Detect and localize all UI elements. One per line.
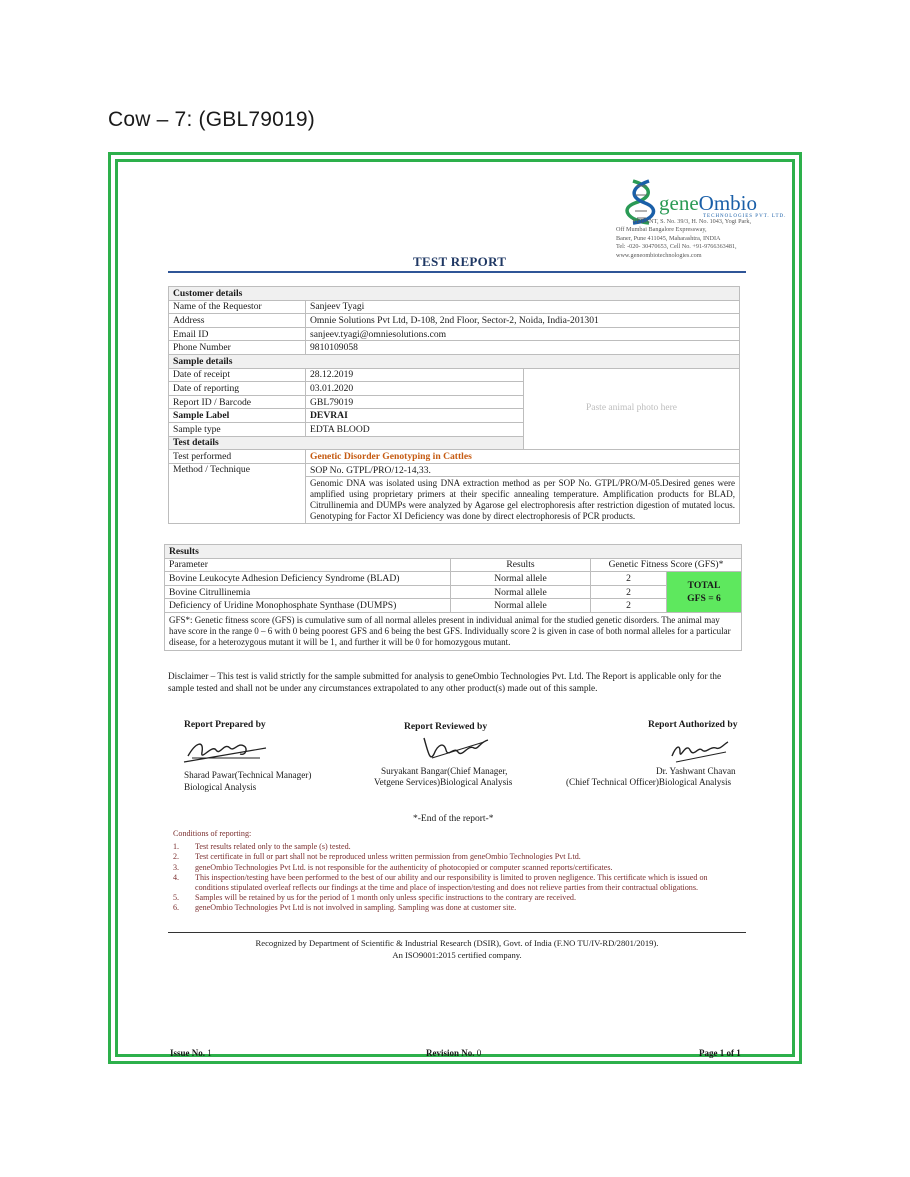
condition-number: 5. bbox=[173, 893, 180, 903]
result-value: Normal allele bbox=[451, 599, 591, 613]
authorized-by-dept: (Chief Technical Officer)Biological Analysis bbox=[566, 777, 732, 787]
reporting-date-value: 03.01.2020 bbox=[306, 382, 524, 396]
iso-line: An ISO9001:2015 certified company. bbox=[392, 950, 522, 960]
reporting-date-label: Date of reporting bbox=[169, 382, 306, 396]
reviewed-by-name: Suryakant Bangar(Chief Manager, bbox=[381, 766, 508, 776]
conditions-of-reporting bbox=[173, 829, 743, 914]
condition-item bbox=[173, 863, 743, 873]
result-parameter: Bovine Leukocyte Adhesion Deficiency Syndrome (BLAD) bbox=[165, 572, 451, 586]
page-number: Page 1 of 1 bbox=[699, 1048, 741, 1058]
address-value: Omnie Solutions Pvt Ltd, D-108, 2nd Floor, Sector-2, Noida, India-201301 bbox=[306, 314, 740, 328]
result-parameter: Bovine Citrullinemia bbox=[165, 585, 451, 599]
requestor-label: Name of the Requestor bbox=[169, 300, 306, 314]
condition-item bbox=[173, 842, 743, 852]
conditions-heading: Conditions of reporting: bbox=[173, 829, 252, 838]
signature-reviewed bbox=[418, 732, 494, 766]
condition-number: 6. bbox=[173, 903, 180, 913]
title-divider bbox=[168, 271, 746, 273]
header-parameter: Parameter bbox=[165, 558, 451, 572]
gfs-footnote: GFS*: Genetic fitness score (GFS) is cumulative sum of all normal alleles present in individual animal for the studied genetic disorders. The animal may have score in the range 0 – 6 with 0 being poorest GFS and 6 being the best GFS. Individually score 2 is given in case of both normal alleles for a particular disease, for a heterozygous mutant it will be 1, and further it will be 0 for homozygous mutant. bbox=[165, 612, 742, 650]
test-section-header: Test details bbox=[169, 436, 524, 450]
method-description: Genomic DNA was isolated using DNA extraction method as per SOP No. GTPL/PRO/M-05.Desired genes were amplified using proprietary primers at their specific annealing temperature. Amplification products for BLAD, Citrullinemia and DUMPs were analyzed by Agarose gel electrophoresis after restriction digestion of mutated locus. Genotyping for Factor XI Deficiency was done by direct electrophoresis of PCR products. bbox=[306, 477, 740, 523]
report-id-label: Report ID / Barcode bbox=[169, 395, 306, 409]
recognition-line: Recognized by Department of Scientific & Industrial Research (DSIR), Govt. of India (F.NO TU/IV-RD/2801/2019). bbox=[255, 938, 659, 948]
disclaimer: Disclaimer – This test is valid strictly for the sample submitted for analysis to geneOmbio Technologies Pvt. Ltd. The Report is applicable only for the sample tested and shall not be under any circumstances extrapolated to any other product(s) made out of this sample. bbox=[168, 671, 722, 693]
address-label: Address bbox=[169, 314, 306, 328]
report-id-value: GBL79019 bbox=[306, 395, 524, 409]
results-section-header: Results bbox=[165, 545, 742, 559]
sample-type-label: Sample type bbox=[169, 422, 306, 436]
document-inner-frame bbox=[115, 159, 795, 1057]
result-score: 2 bbox=[591, 599, 667, 613]
page-heading: Cow – 7: (GBL79019) bbox=[108, 108, 315, 131]
test-performed-value: Genetic Disorder Genotyping in Cattles bbox=[306, 450, 740, 464]
animal-photo-placeholder: Paste animal photo here bbox=[524, 368, 740, 450]
condition-item bbox=[173, 903, 743, 913]
authorized-by-label: Report Authorized by bbox=[648, 719, 738, 730]
logo-name-gene: gene bbox=[659, 191, 699, 215]
method-label: Method / Technique bbox=[169, 463, 306, 523]
email-label: Email ID bbox=[169, 327, 306, 341]
condition-number: 2. bbox=[173, 852, 180, 862]
sample-label-value: DEVRAI bbox=[306, 409, 524, 423]
result-score: 2 bbox=[591, 585, 667, 599]
sample-section-header: Sample details bbox=[169, 354, 740, 368]
condition-text: Test certificate in full or part shall not be reproduced unless written permission from geneOmbio Technologies Pvt Ltd. bbox=[195, 852, 581, 862]
logo-wordmark bbox=[659, 191, 757, 216]
report-title: TEST REPORT bbox=[413, 254, 507, 269]
receipt-date-value: 28.12.2019 bbox=[306, 368, 524, 382]
conditions-list bbox=[173, 842, 743, 913]
address-line: VEDANT, S. No. 39/3, H. No. 1043, Yogi Park, bbox=[632, 218, 751, 225]
recognition-statement bbox=[168, 937, 746, 961]
email-value: sanjeev.tyagi@omniesolutions.com bbox=[306, 327, 740, 341]
details-table bbox=[168, 286, 740, 524]
reviewed-by-label: Report Reviewed by bbox=[404, 721, 488, 732]
address-line: Tel: -020- 30470653, Cell No. +91-9766363481, bbox=[616, 243, 737, 251]
condition-text: geneOmbio Technologies Pvt Ltd. is not responsible for the authenticity of photocopied or computer scanned reports/certificates. bbox=[195, 862, 613, 872]
total-value: GFS = 6 bbox=[687, 593, 721, 605]
address-line: Off Mumbai Bangalore Expressway, bbox=[616, 226, 707, 234]
result-parameter: Deficiency of Uridine Monophosphate Synthase (DUMPS) bbox=[165, 599, 451, 613]
result-value: Normal allele bbox=[451, 585, 591, 599]
condition-text: Samples will be retained by us for the period of 1 month only unless specific instructions to the contrary are received. bbox=[195, 893, 576, 903]
signature-authorized bbox=[668, 736, 732, 766]
total-label: TOTAL bbox=[687, 580, 721, 592]
end-of-report: *-End of the report-* bbox=[413, 814, 494, 824]
receipt-date-label: Date of receipt bbox=[169, 368, 306, 382]
address-line: www.geneombiotechnologies.com bbox=[616, 251, 702, 259]
method-sop: SOP No. GTPL/PRO/12-14,33. bbox=[306, 463, 740, 477]
phone-value: 9810109058 bbox=[306, 341, 740, 355]
header-gfs: Genetic Fitness Score (GFS)* bbox=[591, 558, 742, 572]
condition-text: geneOmbio Technologies Pvt Ltd is not involved in sampling. Sampling was done at customer site. bbox=[195, 903, 517, 913]
reviewed-by-dept: Vetgene Services)Biological Analysis bbox=[374, 777, 513, 787]
condition-item bbox=[173, 873, 743, 893]
address-line: Baner, Pune 411045, Maharashtra, INDIA bbox=[616, 234, 721, 242]
signature-prepared bbox=[182, 734, 268, 768]
requestor-value: Sanjeev Tyagi bbox=[306, 300, 740, 314]
sample-label-label: Sample Label bbox=[169, 409, 306, 423]
condition-number: 1. bbox=[173, 842, 180, 852]
logo-name-ombio: Ombio bbox=[698, 191, 757, 215]
authorized-by-name: Dr. Yashwant Chavan bbox=[656, 766, 736, 776]
company-address bbox=[616, 218, 751, 260]
prepared-by-name: Sharad Pawar(Technical Manager) bbox=[184, 770, 312, 780]
test-performed-label: Test performed bbox=[169, 450, 306, 464]
condition-text: This inspection/testing have been performed to the best of our ability and our responsibility is limited to proven negligence. This certificate which is issued on conditions stipulated overleaf reflects our findings at the time and place of inspection/testing and does not relieve parties from their contractual obligations. bbox=[195, 872, 708, 893]
result-score: 2 bbox=[591, 572, 667, 586]
revision-number bbox=[426, 1048, 481, 1058]
footer-divider bbox=[168, 932, 746, 933]
prepared-by-label: Report Prepared by bbox=[184, 719, 266, 730]
condition-number: 4. bbox=[173, 872, 180, 882]
condition-item bbox=[173, 893, 743, 903]
prepared-by-dept: Biological Analysis bbox=[184, 782, 257, 792]
issue-number bbox=[170, 1048, 212, 1058]
total-gfs-badge bbox=[667, 572, 742, 613]
header-results: Results bbox=[451, 558, 591, 572]
revision-value: 0 bbox=[476, 1048, 482, 1058]
phone-label: Phone Number bbox=[169, 341, 306, 355]
condition-number: 3. bbox=[173, 862, 180, 872]
sample-type-value: EDTA BLOOD bbox=[306, 422, 524, 436]
customer-section-header: Customer details bbox=[169, 287, 740, 301]
condition-text: Test results related only to the sample (s) tested. bbox=[195, 842, 351, 852]
results-table bbox=[164, 544, 742, 651]
result-value: Normal allele bbox=[451, 572, 591, 586]
issue-value: 1 bbox=[207, 1048, 212, 1058]
document-frame bbox=[108, 152, 802, 1064]
revision-label: Revision No. bbox=[426, 1048, 475, 1058]
issue-label: Issue No. bbox=[170, 1048, 206, 1058]
condition-item bbox=[173, 852, 743, 862]
logo-subtitle: TECHNOLOGIES PVT. LTD. bbox=[703, 214, 787, 219]
